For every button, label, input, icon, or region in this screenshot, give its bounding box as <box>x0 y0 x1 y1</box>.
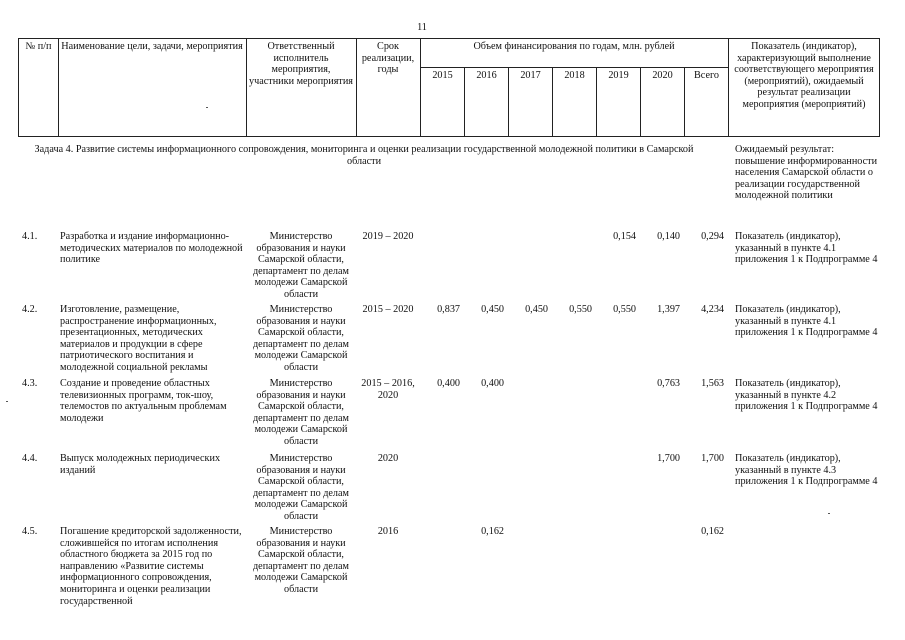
row-indicator: Показатель (индикатор), указанный в пункте 4.1 приложения 1 к Подпрограмме 4 <box>735 304 878 339</box>
row-value-2019: 0,154 <box>613 231 636 242</box>
row-term: 2020 <box>377 453 399 464</box>
row-value-2020: 0,140 <box>657 231 680 242</box>
row-executor: Министерство образования и науки Самарской области, департамент по делам молодежи Самарской области <box>252 378 349 447</box>
row-number: 4.4. <box>22 453 38 464</box>
row-activity-name: Создание и проведение областных телевизионных программ, ток-шоу, телемостов по актуальным проблемам молодежи <box>60 378 227 424</box>
row-number: 4.5. <box>22 526 38 537</box>
row-value-2020: 1,397 <box>657 304 680 315</box>
row-activity-name: Выпуск молодежных периодических изданий <box>60 453 221 476</box>
row-value-2020: 1,700 <box>657 453 680 464</box>
row-executor: Министерство образования и науки Самарской области, департамент по делам молодежи Самарской области <box>252 304 349 373</box>
scan-speck <box>6 401 8 402</box>
row-executor: Министерство образования и науки Самарской области, департамент по делам молодежи Самарской области <box>252 231 349 300</box>
row-indicator: Показатель (индикатор), указанный в пункте 4.2 приложения 1 к Подпрограмме 4 <box>735 378 878 413</box>
row-activity-name: Погашение кредиторской задолженности, сложившейся по итогам исполнения областного бюджета за 2015 год по направлению «Развитие системы информационного сопровождения, мониторинга и оценки реализации государственной <box>60 526 242 607</box>
row-term: 2015 – 2016, 2020 <box>361 378 415 401</box>
row-number: 4.3. <box>22 378 38 389</box>
row-value-total: 0,294 <box>701 231 724 242</box>
row-value-2018: 0,550 <box>569 304 592 315</box>
row-value-total: 4,234 <box>701 304 724 315</box>
task-expected-result: Ожидаемый результат: повышение информированности населения Самарской области о реализации государственной молодежной политики <box>735 144 878 202</box>
row-number: 4.2. <box>22 304 38 315</box>
row-value-total: 0,162 <box>701 526 724 537</box>
header-num: № п/п <box>25 41 52 52</box>
row-executor: Министерство образования и науки Самарской области, департамент по делам молодежи Самарской области <box>252 526 349 595</box>
row-term: 2019 – 2020 <box>362 231 414 242</box>
header-year-2018: 2018 <box>564 70 585 81</box>
header-year-2020: 2020 <box>652 70 673 81</box>
page-number: 11 <box>417 22 427 33</box>
row-activity-name: Изготовление, размещение, распространение информационных, презентационных, методических материалов и продукции в сфере патриотического воспитания и молодежной социальной рекламы <box>60 304 217 373</box>
header-total: Всего <box>694 70 719 81</box>
row-indicator: Показатель (индикатор), указанный в пункте 4.3 приложения 1 к Подпрограмме 4 <box>735 453 878 488</box>
header-name: Наименование цели, задачи, мероприятия <box>61 41 243 52</box>
header-year-2017: 2017 <box>520 70 541 81</box>
task-title: Задача 4. Развитие системы информационного сопровождения, мониторинга и оценки реализации государственной молодежной политики в Самарской области <box>34 144 694 167</box>
header-executor: Ответственный исполнитель мероприятия, участники мероприятия <box>249 41 353 87</box>
row-value-2019: 0,550 <box>613 304 636 315</box>
row-value-2020: 0,763 <box>657 378 680 389</box>
header-indicator: Показатель (индикатор), характеризующий выполнение соответствующего мероприятия (мероприятий), ожидаемый результат реализации мероприятия (мероприятий) <box>734 41 874 110</box>
header-term: Срок реализации, годы <box>361 41 415 76</box>
header-funding: Объем финансирования по годам, млн. рублей <box>473 41 675 52</box>
row-value-total: 1,563 <box>701 378 724 389</box>
row-value-2016: 0,400 <box>481 378 504 389</box>
row-term: 2015 – 2020 <box>362 304 414 315</box>
row-value-2016: 0,162 <box>481 526 504 537</box>
row-term: 2016 <box>377 526 399 537</box>
header-year-2016: 2016 <box>476 70 497 81</box>
row-value-2016: 0,450 <box>481 304 504 315</box>
row-activity-name: Разработка и издание информационно-методических материалов по молодежной политике <box>60 231 243 266</box>
row-executor: Министерство образования и науки Самарской области, департамент по делам молодежи Самарской области <box>252 453 349 522</box>
row-value-2015: 0,400 <box>437 378 460 389</box>
header-year-2019: 2019 <box>608 70 629 81</box>
row-value-total: 1,700 <box>701 453 724 464</box>
row-number: 4.1. <box>22 231 38 242</box>
row-value-2015: 0,837 <box>437 304 460 315</box>
scan-speck <box>828 513 830 514</box>
header-year-2015: 2015 <box>432 70 453 81</box>
row-value-2017: 0,450 <box>525 304 548 315</box>
scan-speck <box>206 107 208 108</box>
row-indicator: Показатель (индикатор), указанный в пункте 4.1 приложения 1 к Подпрограмме 4 <box>735 231 878 266</box>
